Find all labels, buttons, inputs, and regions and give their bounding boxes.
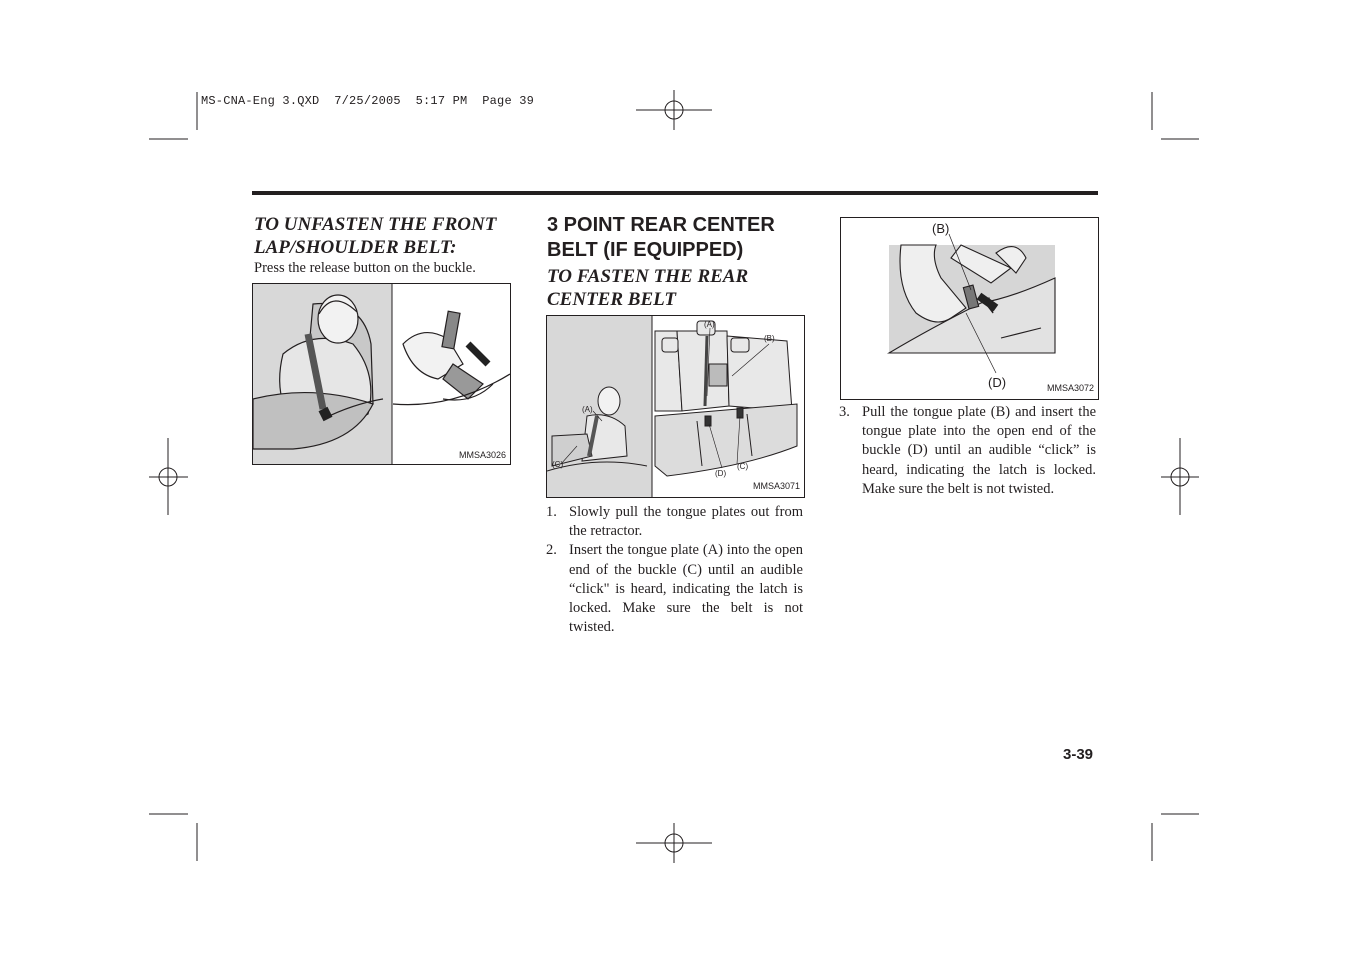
figure-code-3071: MMSA3071: [752, 481, 800, 491]
step-number: 1.: [546, 504, 557, 520]
figure-rear-center-belt: [546, 315, 805, 498]
step-text: Pull the tongue plate (B) and insert the tongue plate into the open end of the buckle (D) until an audible “click” is heard, indicating the latch is locked. Make sure the belt is not twisted.: [862, 404, 1096, 497]
label-a-small: (A): [582, 405, 593, 414]
label-c-small: (C): [552, 460, 564, 469]
printer-slug: MS-CNA-Eng 3.QXD 7/25/2005 5:17 PM Page 39: [201, 94, 535, 108]
figure-buckle-close-up: [840, 217, 1099, 400]
buckle-illustration: [841, 218, 1098, 399]
rear-center-steps: [546, 503, 803, 637]
page-number: 3-39: [1063, 746, 1094, 763]
label-b: (B): [764, 334, 775, 343]
label-c: (C): [737, 462, 749, 471]
step-1: [546, 503, 803, 541]
unfasten-illustration: [253, 284, 510, 464]
fasten-rear-center-subheading: TO FASTEN THE REAR CENTER BELT: [547, 266, 749, 310]
step-3: [839, 403, 1096, 499]
label-a: (A): [704, 320, 715, 329]
label-d: (D): [715, 469, 727, 478]
figure-code-3026: MMSA3026: [458, 450, 506, 460]
step-text: Insert the tongue plate (A) into the open end of the buckle (C) until an audible “click" is heard, indicating the latch is locked. Make sure the belt is not twisted.: [569, 542, 803, 636]
label-b: (B): [932, 221, 950, 236]
buckle-steps: [839, 403, 1096, 499]
header-rule: [252, 191, 1098, 195]
step-number: 2.: [546, 542, 557, 559]
figure-unfasten-belt: [252, 283, 511, 465]
label-d: (D): [988, 375, 1007, 390]
rear-center-belt-heading: 3 POINT REAR CENTER BELT (IF EQUIPPED): [547, 214, 775, 261]
figure-code-3072: MMSA3072: [1046, 383, 1094, 393]
step-text: Slowly pull the tongue plates out from the retractor.: [569, 504, 803, 540]
unfasten-text: Press the release button on the buckle.: [254, 260, 476, 276]
step-number: 3.: [839, 404, 850, 420]
step-2: [546, 541, 803, 637]
unfasten-heading: TO UNFASTEN THE FRONT LAP/SHOULDER BELT:: [254, 214, 497, 258]
